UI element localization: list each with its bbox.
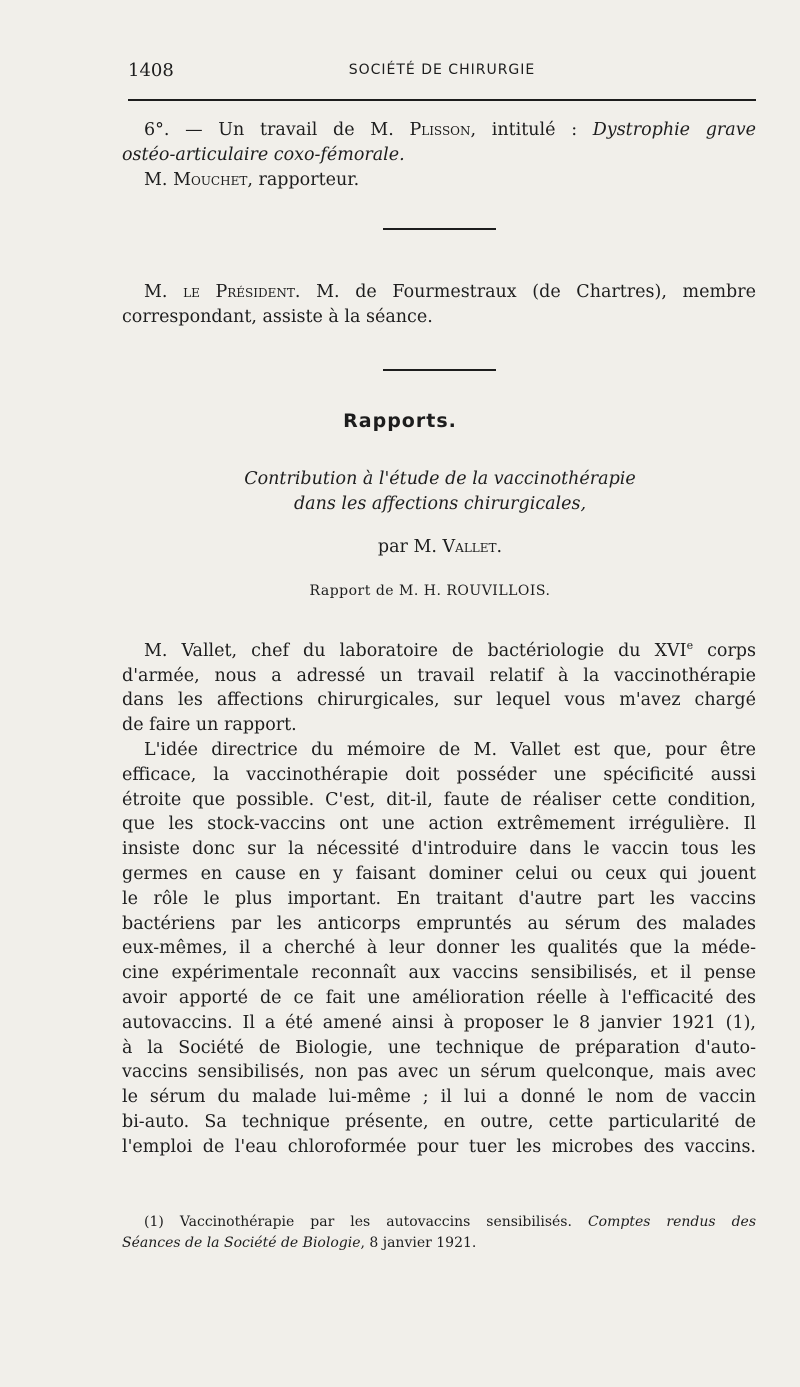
paragraph-2-line: efficace, la vaccinothérapie doit posséder une spécificité aussi — [122, 764, 756, 785]
article-title-line-1: Contribution à l'étude de la vaccinothérapie — [244, 469, 636, 489]
item-6-line-3: M. Mouchet, rapporteur. — [144, 169, 360, 190]
president-line-2: correspondant, assiste à la séance. — [122, 306, 433, 327]
paragraph-2-line: bi-auto. Sa technique présente, en outre, cette particularité de — [122, 1111, 756, 1132]
paragraph-2-line: à la Société de Biologie, une technique de préparation d'auto- — [122, 1037, 756, 1058]
president-line-1: M. le Président. M. de Fourmestraux (de Chartres), membre — [144, 282, 756, 302]
paragraph-1-line-1: M. Vallet, chef du laboratoire de bactériologie du XVIe corps — [144, 639, 756, 661]
paragraph-2-line: l'emploi de l'eau chloroformée pour tuer les microbes des vaccins. — [122, 1136, 756, 1157]
footnote-line-1: (1) Vaccinothérapie par les autovaccins sensibilisés. Comptes rendus des — [144, 1214, 756, 1230]
paragraph-2-line: vaccins sensibilisés, non pas avec un sérum quelconque, mais avec — [122, 1062, 756, 1083]
paragraph-1-line-4: de faire un rapport. — [122, 715, 297, 736]
paragraph-2-line: le sérum du malade lui-même ; il lui a donné le nom de vaccin — [122, 1087, 756, 1108]
running-title: SOCIÉTÉ DE CHIRURGIE — [348, 62, 536, 78]
section-heading: Rapports. — [343, 410, 457, 432]
paragraph-2-line: que les stock-vaccins ont une action extrêmement irrégulière. Il — [122, 814, 756, 835]
header-rule — [128, 99, 756, 101]
section-divider-2 — [383, 369, 496, 371]
paragraph-2-line: L'idée directrice du mémoire de M. Vallet est que, pour être — [144, 740, 756, 760]
paragraph-2-line: avoir apporté de ce fait une amélioration réelle à l'efficacité des — [122, 987, 756, 1008]
item-6 — [122, 118, 756, 192]
item-6-line-1: 6°. — Un travail de M. Plisson, intitulé : Dystrophie grave — [144, 120, 756, 140]
paragraph-2-line: bactériens par les anticorps empruntés au sérum des malades — [122, 913, 756, 934]
section-divider-1 — [383, 228, 496, 230]
paragraph-1 — [122, 634, 756, 738]
paragraph-2-line: le rôle le plus important. En traitant d'autre part les vaccins — [122, 888, 756, 909]
footnote-line-2: Séances de la Société de Biologie, 8 janvier 1921. — [122, 1235, 477, 1251]
article-author: par M. Vallet. — [377, 537, 503, 557]
paragraph-1-line-3: dans les affections chirurgicales, sur lequel vous m'avez chargé — [122, 690, 756, 711]
rapport-byline: Rapport de M. H. ROUVILLOIS. — [309, 583, 551, 599]
paragraph-1-line-2: d'armée, nous a adressé un travail relatif à la vaccinothérapie — [122, 665, 756, 686]
paragraph-2-line: autovaccins. Il a été amené ainsi à proposer le 8 janvier 1921 (1), — [122, 1012, 756, 1033]
page-header — [128, 60, 756, 86]
paragraph-2-line: insiste donc sur la nécessité d'introduire dans le vaccin tous les — [122, 839, 756, 860]
paragraph-2 — [122, 738, 756, 1160]
paragraph-2-line: eux-mêmes, il a cherché à leur donner les qualités que la méde- — [122, 938, 756, 959]
paragraph-2-line: germes en cause en y faisant dominer celui ou ceux qui jouent — [122, 863, 756, 884]
paragraph-2-line: cine expérimentale reconnaît aux vaccins sensibilisés, et il pense — [122, 963, 756, 984]
president-statement — [122, 280, 756, 330]
page-number: 1408 — [128, 60, 174, 81]
article-title-line-2: dans les affections chirurgicales, — [293, 494, 587, 514]
item-6-line-2: ostéo-articulaire coxo-fémorale. — [122, 144, 405, 165]
footnote — [122, 1212, 756, 1254]
paragraph-2-line: étroite que possible. C'est, dit-il, faute de réaliser cette condition, — [122, 789, 756, 810]
